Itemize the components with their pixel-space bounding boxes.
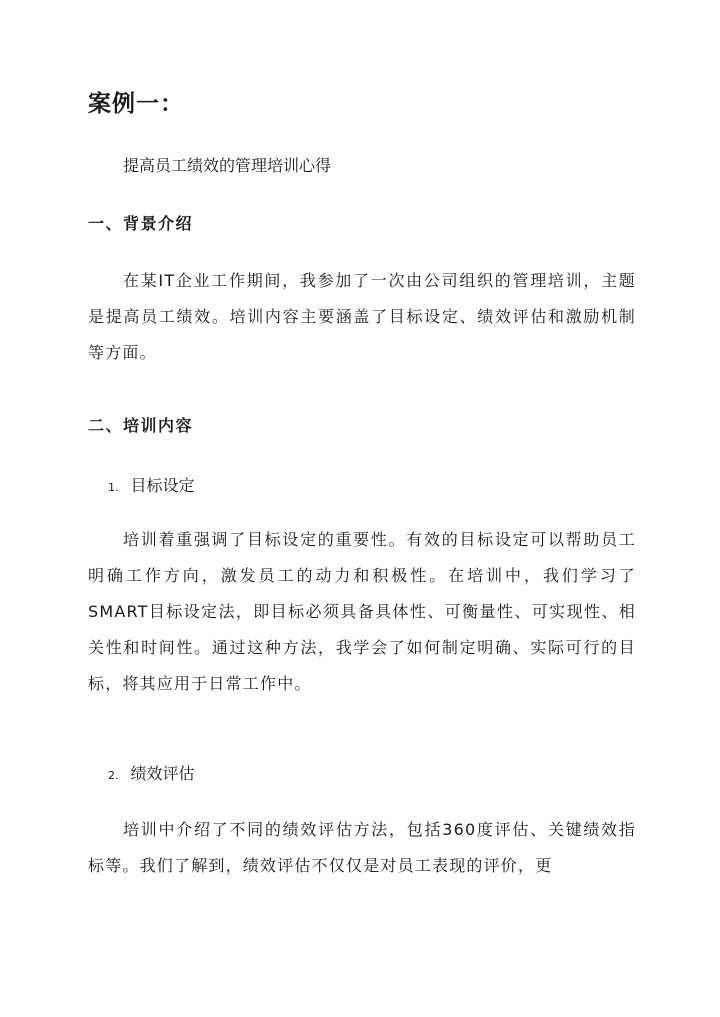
subsection-number: 2. xyxy=(108,769,119,782)
subsection-number: 1. xyxy=(108,481,119,494)
subsection-title: 目标设定 xyxy=(130,476,195,495)
background-paragraph: 在某IT企业工作期间，我参加了一次由公司组织的管理培训，主题是提高员工绩效。培训内容主要涵盖了目标设定、绩效评估和激励机制等方面。 xyxy=(88,271,636,362)
document-subtitle: 提高员工绩效的管理培训心得 xyxy=(123,156,332,175)
section-heading-background: 一、背景介绍 xyxy=(88,214,194,233)
performance-evaluation-paragraph: 培训中介绍了不同的绩效评估方法，包括360度评估、关键绩效指标等。我们了解到，绩效评估不仅仅是对员工表现的评价，更 xyxy=(88,820,636,875)
subsection-title: 绩效评估 xyxy=(130,764,195,783)
subsection-heading-performance-evaluation xyxy=(108,760,195,790)
case-title: 案例一： xyxy=(88,91,184,117)
subsection-heading-goal-setting xyxy=(108,472,195,502)
section-heading-training-content: 二、培训内容 xyxy=(88,416,194,435)
goal-setting-paragraph: 培训着重强调了目标设定的重要性。有效的目标设定可以帮助员工明确工作方向，激发员工的动力和积极性。在培训中，我们学习了SMART目标设定法，即目标必须具备具体性、可衡量性、可实现性、相关性和时间性。通过这种方法，我学会了如何制定明确、实际可行的目标，将其应用于日常工作中。 xyxy=(88,530,636,693)
